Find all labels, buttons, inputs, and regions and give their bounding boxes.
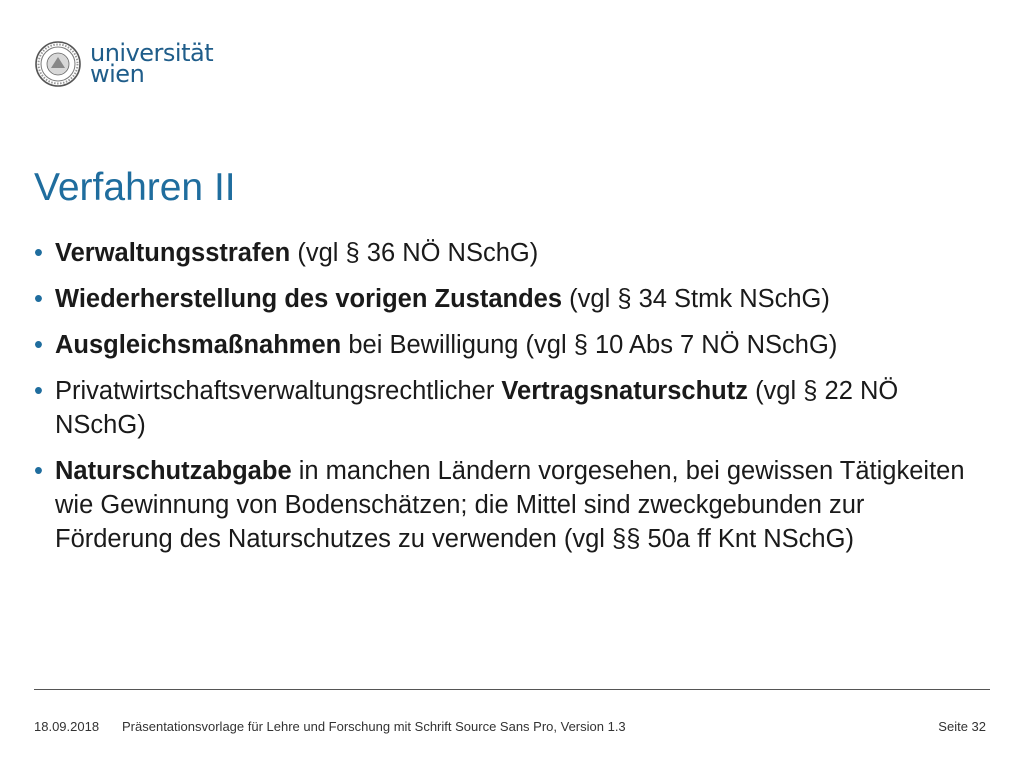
bullet-item bbox=[34, 328, 974, 362]
logo-wordmark bbox=[90, 39, 214, 88]
bullet-bold: Naturschutzabgabe bbox=[55, 457, 292, 485]
footer-page-number: Seite 32 bbox=[938, 719, 986, 734]
bullet-text: (vgl § 34 Stmk NSchG) bbox=[562, 285, 830, 313]
bullet-bold: Ausgleichsmaßnahmen bbox=[55, 331, 342, 359]
bullet-bold: Verwaltungsstrafen bbox=[55, 239, 291, 267]
university-logo bbox=[34, 40, 213, 88]
bullet-text: (vgl § 36 NÖ NSchG) bbox=[290, 239, 539, 267]
bullet-bold: Vertragsnaturschutz bbox=[501, 377, 748, 405]
footer-date: 18.09.2018 bbox=[34, 719, 100, 734]
bullet-list bbox=[34, 236, 974, 568]
logo-line-2: wien bbox=[90, 60, 145, 88]
bullet-item bbox=[34, 374, 974, 442]
bullet-item bbox=[34, 454, 974, 556]
bullet-text-before: Privatwirtschaftsverwaltungsrechtlicher bbox=[55, 377, 502, 405]
bullet-bold: Wiederherstellung des vorigen Zustandes bbox=[55, 285, 563, 313]
bullet-text: in manchen Ländern vorgesehen, bei gewissen Tätigkeiten wie Gewinnung von Bodenschätzen; die Mittel sind zweckgebunden zur Förderung des Naturschutzes zu verwenden (vgl §§ 50a ff Knt NSchG) bbox=[55, 457, 965, 553]
bullet-text: (vgl § 22 NÖ NSchG) bbox=[55, 377, 899, 439]
bullet-text: bei Bewilligung (vgl § 10 Abs 7 NÖ NSchG) bbox=[341, 331, 838, 359]
university-seal-icon bbox=[34, 40, 82, 88]
footer-divider bbox=[34, 689, 990, 690]
footer-description: Präsentationsvorlage für Lehre und Forschung mit Schrift Source Sans Pro, Version 1.3 bbox=[122, 719, 626, 734]
bullet-item bbox=[34, 282, 974, 316]
logo-line-1: universität bbox=[90, 39, 214, 67]
slide-title: Verfahren II bbox=[34, 166, 236, 209]
bullet-item bbox=[34, 236, 974, 270]
